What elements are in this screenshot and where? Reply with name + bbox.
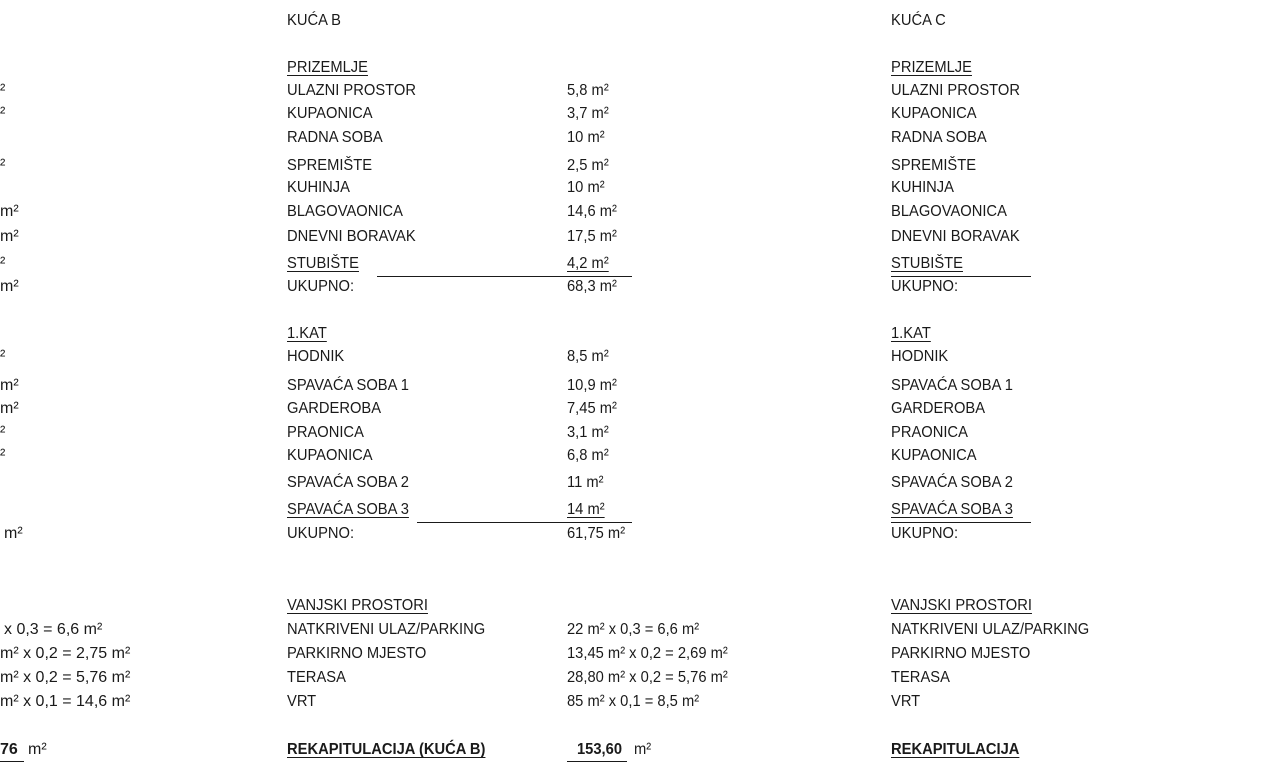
house-b-ground-floor-room-area: 14,6 m²: [567, 203, 617, 220]
house-b-recap-unit: m²: [634, 741, 652, 758]
house-a-fragment-unit: ²: [0, 424, 6, 441]
house-c-first-total-rule: [891, 522, 1031, 523]
house-b-ground-floor-room-area: 5,8 m²: [567, 82, 609, 99]
house-c-outdoor-heading: VANJSKI PROSTORI: [891, 597, 1032, 614]
house-b-first-floor-room-area: 3,1 m²: [567, 424, 609, 441]
house-b-ground-floor-room-area: 10 m²: [567, 129, 605, 146]
house-b-outdoor-room-calc: 22 m² x 0,3 = 6,6 m²: [567, 621, 700, 638]
house-b-ground-floor-room-name: SPREMIŠTE: [287, 157, 373, 174]
house-c-table: [891, 0, 1271, 768]
house-a-fragment-unit: m²: [4, 525, 23, 542]
house-b-first-floor-room-area: 10,9 m²: [567, 377, 617, 394]
house-b-outdoor-room-name: VRT: [287, 693, 317, 710]
house-c-first-total-label: UKUPNO:: [891, 525, 959, 542]
house-c-first-floor-room-name: SPAVAĆA SOBA 3: [891, 501, 1013, 518]
house-a-fragment-calc: m² x 0,2 = 2,75 m²: [0, 645, 131, 662]
house-b-recap-label: REKAPITULACIJA (KUĆA B): [287, 741, 486, 758]
house-b-outdoor-heading: VANJSKI PROSTORI: [287, 597, 428, 614]
house-b-outdoor-room-name: TERASA: [287, 669, 346, 686]
house-a-fragment-unit: ²: [0, 348, 6, 365]
house-c-first-floor-room-name: SPAVAĆA SOBA 2: [891, 474, 1013, 491]
house-b-first-floor-room-area: 7,45 m²: [567, 400, 617, 417]
house-a-fragment-unit: m²: [0, 278, 19, 295]
house-c-first-floor-room-name: GARDEROBA: [891, 400, 986, 417]
house-b-first-floor-room-area: 14 m²: [567, 501, 605, 518]
house-c-first-floor-room-name: PRAONICA: [891, 424, 968, 441]
house-b-recap-rule: [567, 761, 627, 762]
house-b-first-floor-room-name: SPAVAĆA SOBA 2: [287, 474, 409, 491]
house-b-ground-total-value: 68,3 m²: [567, 278, 617, 295]
house-a-fragment-unit: ²: [0, 255, 6, 272]
house-c-first-floor-room-name: HODNIK: [891, 348, 949, 365]
house-b-ground-floor-room-area: 17,5 m²: [567, 228, 617, 245]
house-b-first-floor-heading: 1.KAT: [287, 325, 327, 342]
house-a-fragment-unit: ²: [0, 82, 6, 99]
house-c-ground-floor-room-name: DNEVNI BORAVAK: [891, 228, 1020, 245]
house-b-ground-floor-room-area: 10 m²: [567, 179, 605, 196]
house-c-ground-floor-room-name: STUBIŠTE: [891, 255, 963, 272]
house-a-fragment-unit: ²: [0, 157, 6, 174]
house-c-outdoor-room-name: TERASA: [891, 669, 950, 686]
house-b-outdoor-room-calc: 13,45 m² x 0,2 = 2,69 m²: [567, 645, 728, 662]
house-c-title: KUĆA C: [891, 12, 946, 29]
house-c-first-floor-room-name: KUPAONICA: [891, 447, 977, 464]
house-a-fragment-unit: ²: [0, 105, 6, 122]
house-a-fragment-recap-rule: [0, 761, 24, 762]
house-b-outdoor-room-calc: 85 m² x 0,1 = 8,5 m²: [567, 693, 700, 710]
house-b-first-floor-room-name: SPAVAĆA SOBA 1: [287, 377, 409, 394]
house-c-ground-floor-room-name: KUPAONICA: [891, 105, 977, 122]
house-b-ground-total-label: UKUPNO:: [287, 278, 355, 295]
house-a-fragment-unit: m²: [0, 377, 19, 394]
house-b-ground-floor-room-name: DNEVNI BORAVAK: [287, 228, 416, 245]
house-b-first-floor-room-name: PRAONICA: [287, 424, 364, 441]
house-c-ground-floor-room-name: BLAGOVAONICA: [891, 203, 1007, 220]
house-b-ground-floor-room-name: BLAGOVAONICA: [287, 203, 403, 220]
house-b-ground-floor-room-area: 2,5 m²: [567, 157, 609, 174]
house-b-first-floor-room-area: 11 m²: [567, 474, 604, 491]
house-b-first-floor-room-name: SPAVAĆA SOBA 3: [287, 501, 409, 518]
house-b-recap-value: 153,60: [577, 741, 623, 758]
house-b-title: KUĆA B: [287, 12, 341, 29]
house-a-fragment-unit: m²: [0, 400, 19, 417]
house-a-fragment-recap-value: 76: [0, 741, 18, 758]
house-a-fragment-unit: m²: [0, 203, 19, 220]
house-c-outdoor-room-name: NATKRIVENI ULAZ/PARKING: [891, 621, 1090, 638]
house-b-table: [287, 0, 728, 768]
house-c-ground-floor-room-name: ULAZNI PROSTOR: [891, 82, 1020, 99]
house-b-first-floor-room-name: GARDEROBA: [287, 400, 382, 417]
house-a-fragment-calc: m² x 0,2 = 5,76 m²: [0, 669, 131, 686]
house-a-fragment-calc: m² x 0,1 = 14,6 m²: [0, 693, 131, 710]
house-b-ground-floor-heading: PRIZEMLJE: [287, 59, 368, 76]
house-b-outdoor-room-name: PARKIRNO MJESTO: [287, 645, 427, 662]
house-c-first-floor-room-name: SPAVAĆA SOBA 1: [891, 377, 1013, 394]
house-b-first-floor-room-name: KUPAONICA: [287, 447, 373, 464]
house-c-ground-floor-room-name: RADNA SOBA: [891, 129, 987, 146]
house-b-ground-floor-room-name: ULAZNI PROSTOR: [287, 82, 416, 99]
house-a-fragment-calc: x 0,3 = 6,6 m²: [4, 621, 103, 638]
house-b-outdoor-room-name: NATKRIVENI ULAZ/PARKING: [287, 621, 486, 638]
house-b-ground-floor-room-name: KUPAONICA: [287, 105, 373, 122]
house-b-ground-floor-room-area: 4,2 m²: [567, 255, 609, 272]
house-c-ground-floor-room-name: KUHINJA: [891, 179, 954, 196]
house-b-first-floor-room-area: 6,8 m²: [567, 447, 609, 464]
house-c-first-floor-heading: 1.KAT: [891, 325, 931, 342]
house-a-fragment-unit: ²: [0, 447, 6, 464]
house-b-ground-floor-room-area: 3,7 m²: [567, 105, 609, 122]
house-c-outdoor-room-name: VRT: [891, 693, 921, 710]
house-c-recap-label: REKAPITULACIJA: [891, 741, 1020, 758]
house-b-first-total-rule: [417, 522, 632, 523]
house-b-ground-floor-room-name: KUHINJA: [287, 179, 350, 196]
house-a-fragment-unit: m²: [0, 228, 19, 245]
house-c-ground-total-label: UKUPNO:: [891, 278, 959, 295]
house-b-first-floor-room-area: 8,5 m²: [567, 348, 609, 365]
house-b-outdoor-room-calc: 28,80 m² x 0,2 = 5,76 m²: [567, 669, 728, 686]
house-c-ground-floor-room-name: SPREMIŠTE: [891, 157, 977, 174]
house-b-first-total-value: 61,75 m²: [567, 525, 626, 542]
house-c-outdoor-room-name: PARKIRNO MJESTO: [891, 645, 1031, 662]
house-b-first-floor-room-name: HODNIK: [287, 348, 345, 365]
house-b-ground-floor-room-name: STUBIŠTE: [287, 255, 359, 272]
house-b-first-total-label: UKUPNO:: [287, 525, 355, 542]
house-a-fragment-recap-unit: m²: [28, 741, 47, 758]
house-b-ground-floor-room-name: RADNA SOBA: [287, 129, 383, 146]
house-c-ground-floor-heading: PRIZEMLJE: [891, 59, 972, 76]
